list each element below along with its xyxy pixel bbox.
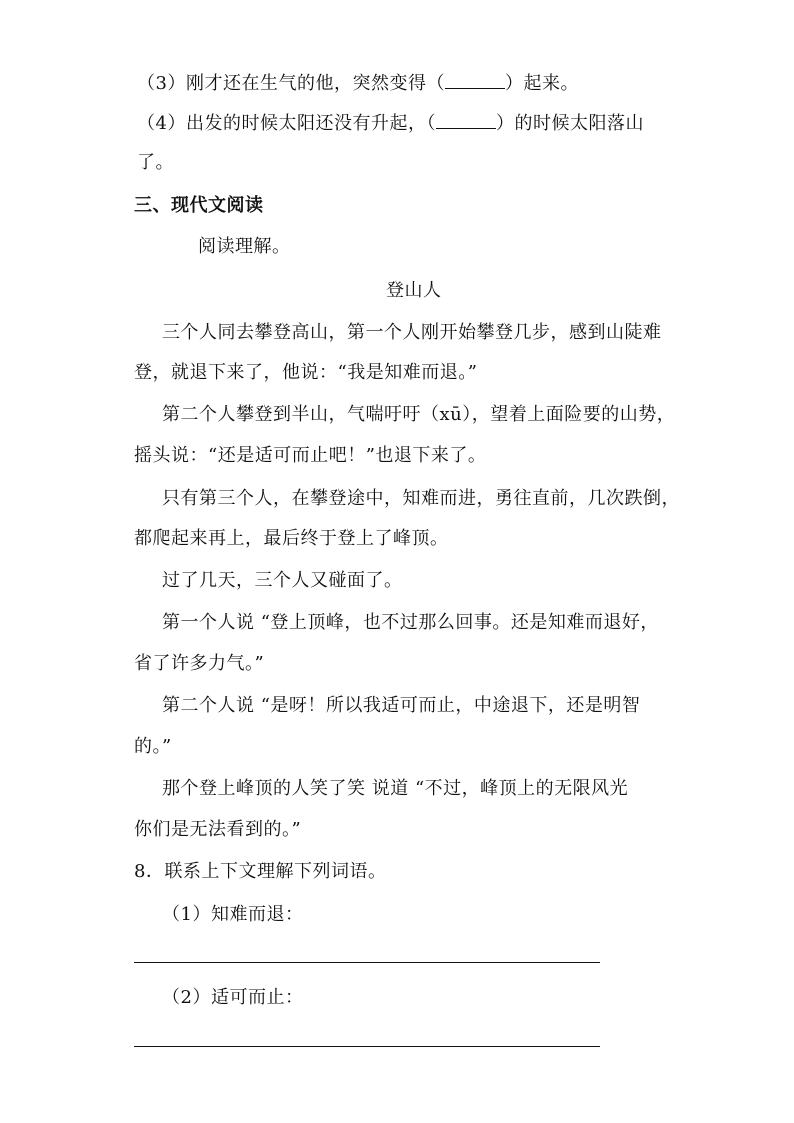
paragraph-line: 都爬起来再上，最后终于登上了峰顶。 bbox=[134, 528, 449, 549]
item-4-wrap: 了。 bbox=[137, 152, 174, 173]
paragraph-line: 那个登上峰顶的人笑了笑 说道 “不过，峰顶上的无限风光 bbox=[162, 778, 629, 799]
paragraph-line: 只有第三个人，在攀登途中，知难而进，勇往直前，几次跌倒， bbox=[162, 488, 680, 509]
item-3-suffix: ）起来。 bbox=[504, 73, 579, 94]
item-4-suffix: ）的时候太阳落山 bbox=[495, 113, 644, 134]
paragraph-line: 过了几天，三个人又碰面了。 bbox=[162, 570, 403, 591]
question-item-4 bbox=[137, 110, 644, 137]
question-8-stem: 8．联系上下文理解下列词语。 bbox=[134, 861, 387, 882]
question-item-3 bbox=[137, 70, 579, 97]
instruction-text: 阅读理解。 bbox=[198, 236, 291, 257]
fill-blank-3[interactable] bbox=[445, 70, 505, 89]
fill-blank-4[interactable] bbox=[436, 110, 496, 129]
answer-line-1[interactable] bbox=[134, 962, 600, 963]
paragraph-line: 第二个人说 “是呀！所以我适可而止，中途退下，还是明智 bbox=[162, 695, 641, 716]
question-8-sub-1: （1）知难而退： bbox=[162, 904, 304, 925]
paragraph-line: 你们是无法看到的。” bbox=[134, 819, 302, 840]
answer-line-2[interactable] bbox=[134, 1046, 600, 1047]
paragraph-line: 省了许多力气。” bbox=[134, 653, 265, 674]
item-3-prefix: （3）刚才还在生气的他，突然变得（ bbox=[137, 73, 445, 94]
passage-title: 登山人 bbox=[386, 280, 442, 301]
paragraph-line: 登，就退下来了，他说：“我是知难而退。” bbox=[134, 362, 478, 383]
item-4-prefix: （4）出发的时候太阳还没有升起，（ bbox=[137, 113, 436, 134]
paragraph-line: 第二个人攀登到半山，气喘吁吁（xū），望着上面险要的山势， bbox=[162, 404, 676, 425]
section-heading: 三、现代文阅读 bbox=[134, 195, 264, 216]
paragraph-line: 第一个人说 “登上顶峰，也不过那么回事。还是知难而退好， bbox=[162, 612, 659, 633]
paragraph-line: 的。” bbox=[134, 736, 172, 757]
paragraph-line: 三个人同去攀登高山，第一个人刚开始攀登几步，感到山陡难 bbox=[162, 322, 662, 343]
paragraph-line: 摇头说：“还是适可而止吧！”也退下来了。 bbox=[134, 445, 487, 466]
question-8-sub-2: （2）适可而止： bbox=[162, 987, 304, 1008]
